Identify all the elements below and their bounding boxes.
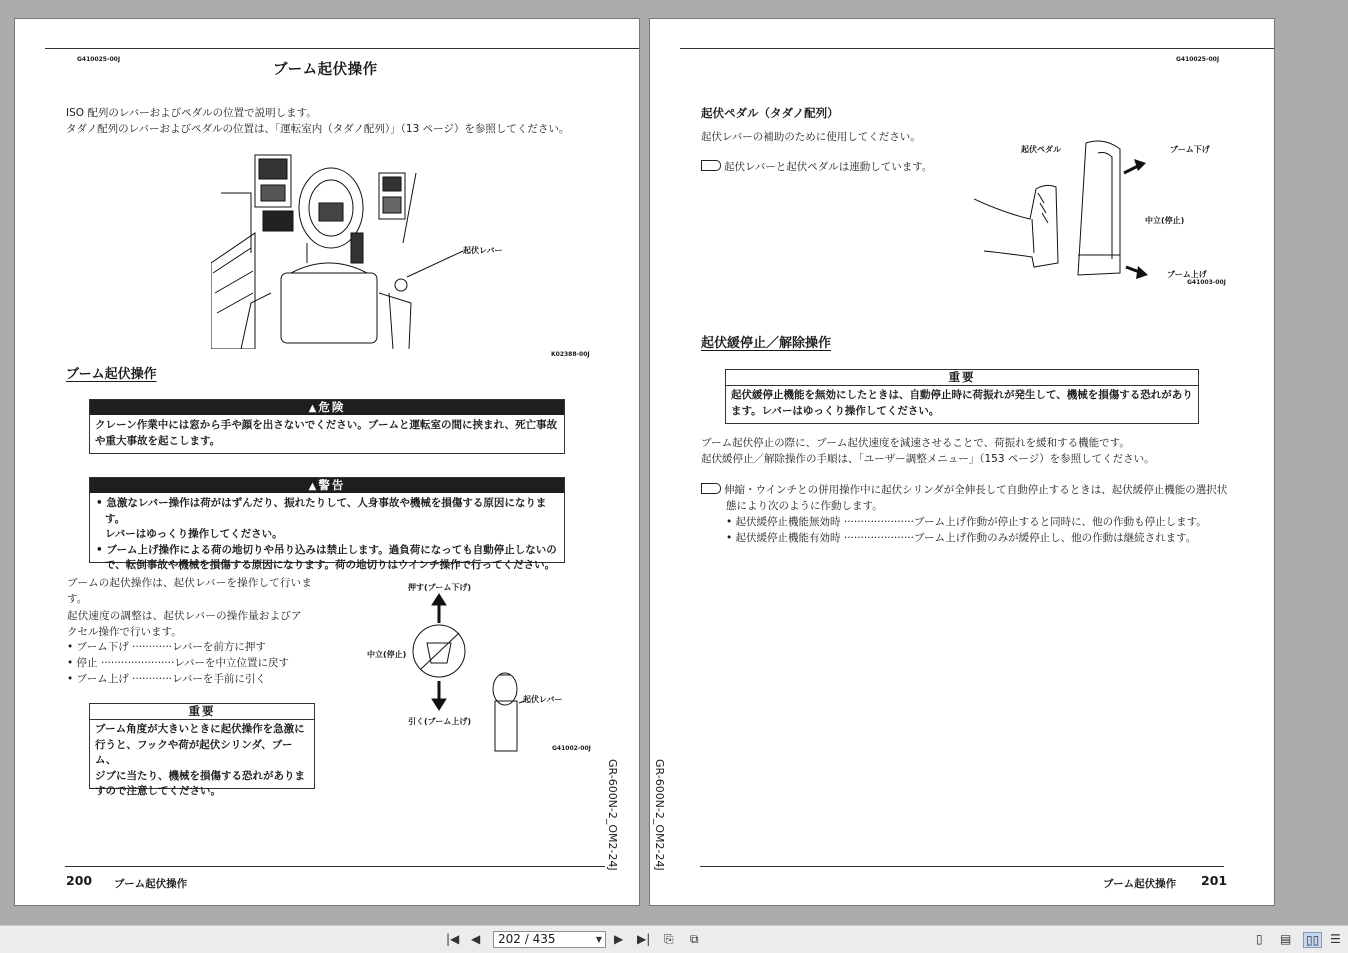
doc-code: G410025-00J [1176,56,1220,63]
fig1-label: 起伏レバー [463,246,503,255]
fig3-pedal-label: 起伏ペダル [1021,145,1061,154]
note-bullet: • 起伏緩停止機能有効時 ·····················ブーム上げ作動のみが緩停止し、他の作動は継続されます。 [726,532,1197,544]
side-doc-code: GR-600N-2_OM2-24J [606,759,619,871]
note-hand-icon [701,160,721,171]
facing-pages-view-icon[interactable]: ▯▯ [1303,932,1322,948]
note-hand-icon [701,483,721,494]
pedal-note: 起伏レバーと起伏ペダルは連動しています。 [701,160,932,176]
fig2-push-label: 押す(ブーム下げ) [408,583,472,592]
footer-title: ブーム起伏操作 [1103,878,1177,890]
right-page [649,18,1275,906]
fig3-up-label: ブーム上げ [1167,270,1207,279]
note-line: 態により次のように作動します。 [726,500,883,512]
footer-rule [65,866,605,867]
fig1-leader-line [405,249,465,279]
first-page-icon[interactable]: |◀ [446,932,460,946]
header-rule [45,48,640,49]
fig3-code: G41003-00J [1187,279,1226,286]
fig2-code: G41002-00J [552,745,591,752]
pedal-desc: 起伏レバーの補助のために使用してください。 [701,131,921,143]
danger-icon: ▲ [308,403,319,414]
body-line: ブームの起伏操作は、起伏レバーを操作して行いま [67,577,313,589]
important-box [89,703,315,797]
danger-box [89,399,565,454]
continuous-facing-view-icon[interactable]: ☰ [1330,932,1341,946]
last-page-icon[interactable]: ▶| [637,932,651,946]
body-line: 起伏速度の調整は、起伏レバーの操作量およびア [67,610,302,622]
warning-item: • ブーム上げ操作による荷の地切りや吊り込みは禁止します。過負荷になっても自動停止しないの [96,543,557,556]
fig2-neutral-label: 中立(停止) [367,650,407,659]
footer-rule [700,866,1224,867]
warning-box [89,477,565,571]
bullet-item: • ブーム下げ ············レバーを前方に押す [67,641,266,653]
continuous-view-icon[interactable]: ▤ [1280,932,1292,946]
danger-text: クレーン作業中には窓から手や顔を出さないでください。ブームと運転室の間に挟まれ、死亡事故 や重大事故を起こします。 [95,419,558,447]
important-box [725,369,1199,424]
previous-page-icon[interactable]: ◀ [471,932,481,946]
footer-title: ブーム起伏操作 [114,878,188,890]
next-page-icon[interactable]: ▶ [614,932,624,946]
bullet-item: • ブーム上げ ············レバーを手前に引く [67,673,266,685]
pedal-title: 起伏ペダル（タダノ配列） [701,106,839,120]
warning-item-cont: で、転倒事故や機械を損傷する原因になります。荷の地切りはウインチ操作で行ってください。 [105,559,556,571]
warning-item: • 急激なレバー操作は荷がはずんだり、振れたりして、人身事故や機械を損傷する原因になります。 [96,497,547,525]
rotate-view-icon[interactable]: ⎘ [664,932,674,946]
body-line: 起伏緩停止／解除操作の手順は、「ユーザー調整メニュー」（153 ページ）を参照してください。 [701,453,1155,465]
fig1-code: K02388-00J [551,351,590,358]
important-header: 重要 [726,370,1198,386]
fig3-neutral-label: 中立(停止) [1145,216,1185,225]
page-title: ブーム起伏操作 [273,62,378,78]
important-text: 起伏緩停止機能を無効にしたときは、自動停止時に荷振れが発生して、機械を損傷する恐れがあり ます。レバーはゆっくり操作してください。 [731,389,1193,417]
doc-code: G410025-00J [77,56,121,63]
side-doc-code: GR-600N-2_OM2-24J [653,759,666,871]
intro-line: タダノ配列のレバーおよびペダルの位置は、「運転室内（タダノ配列）」（13 ページ）を参照してください。 [66,123,570,135]
section-title: 起伏緩停止／解除操作 [701,336,832,351]
important-text: ブーム角度が大きいときに起伏操作を急激に 行うと、フックや荷が起伏シリンダ、ブーム、 ジブに当たり、機械を損傷する恐れがありま すので注意してください。 [95,723,305,797]
danger-header: ▲危険 [90,400,564,415]
body-line: す。 [67,593,88,605]
page-number: 200 [66,873,93,888]
bullet-item: • 停止 ······················レバーを中立位置に戻す [67,657,290,669]
warning-list [90,493,564,577]
chevron-down-icon[interactable]: ▼ [595,935,602,944]
page-number-input[interactable]: 202 / 435 ▼ [493,931,606,948]
note-bullet: • 起伏緩停止機能無効時 ·····················ブーム上げ作動が停止すると同時に、他の作動も停止します。 [726,516,1207,528]
fig2-lever-label: 起伏レバー [523,695,563,704]
header-rule [680,48,1275,49]
lever-direction-figure [409,593,559,753]
section-title: ブーム起伏操作 [66,367,157,382]
page-number: 201 [1201,873,1228,888]
viewer-toolbar [0,925,1348,953]
warning-icon: ▲ [308,481,319,492]
intro-line: ISO 配列のレバーおよびペダルの位置で説明します。 [66,107,317,119]
body-line: クセル操作で行います。 [67,626,182,638]
warning-header: ▲警告 [90,478,564,493]
left-page [14,18,640,906]
fig2-pull-label: 引く(ブーム上げ) [408,717,472,726]
body-line: ブーム起伏停止の際に、ブーム起伏速度を減速させることで、荷振れを緩和する機能です。 [701,437,1130,449]
cab-interior-figure [211,153,421,349]
pedal-figure [974,133,1174,293]
single-page-view-icon[interactable]: ▯ [1256,932,1263,946]
note-line: 伸縮・ウインチとの併用操作中に起伏シリンダが全伸長して自動停止するときは、起伏緩停止機能の選択状 [701,483,1227,499]
fig3-down-label: ブーム下げ [1170,145,1210,154]
copy-view-icon[interactable]: ⧉ [690,932,699,946]
warning-item-cont: レバーはゆっくり操作してください。 [105,528,283,540]
important-header: 重要 [90,704,314,720]
